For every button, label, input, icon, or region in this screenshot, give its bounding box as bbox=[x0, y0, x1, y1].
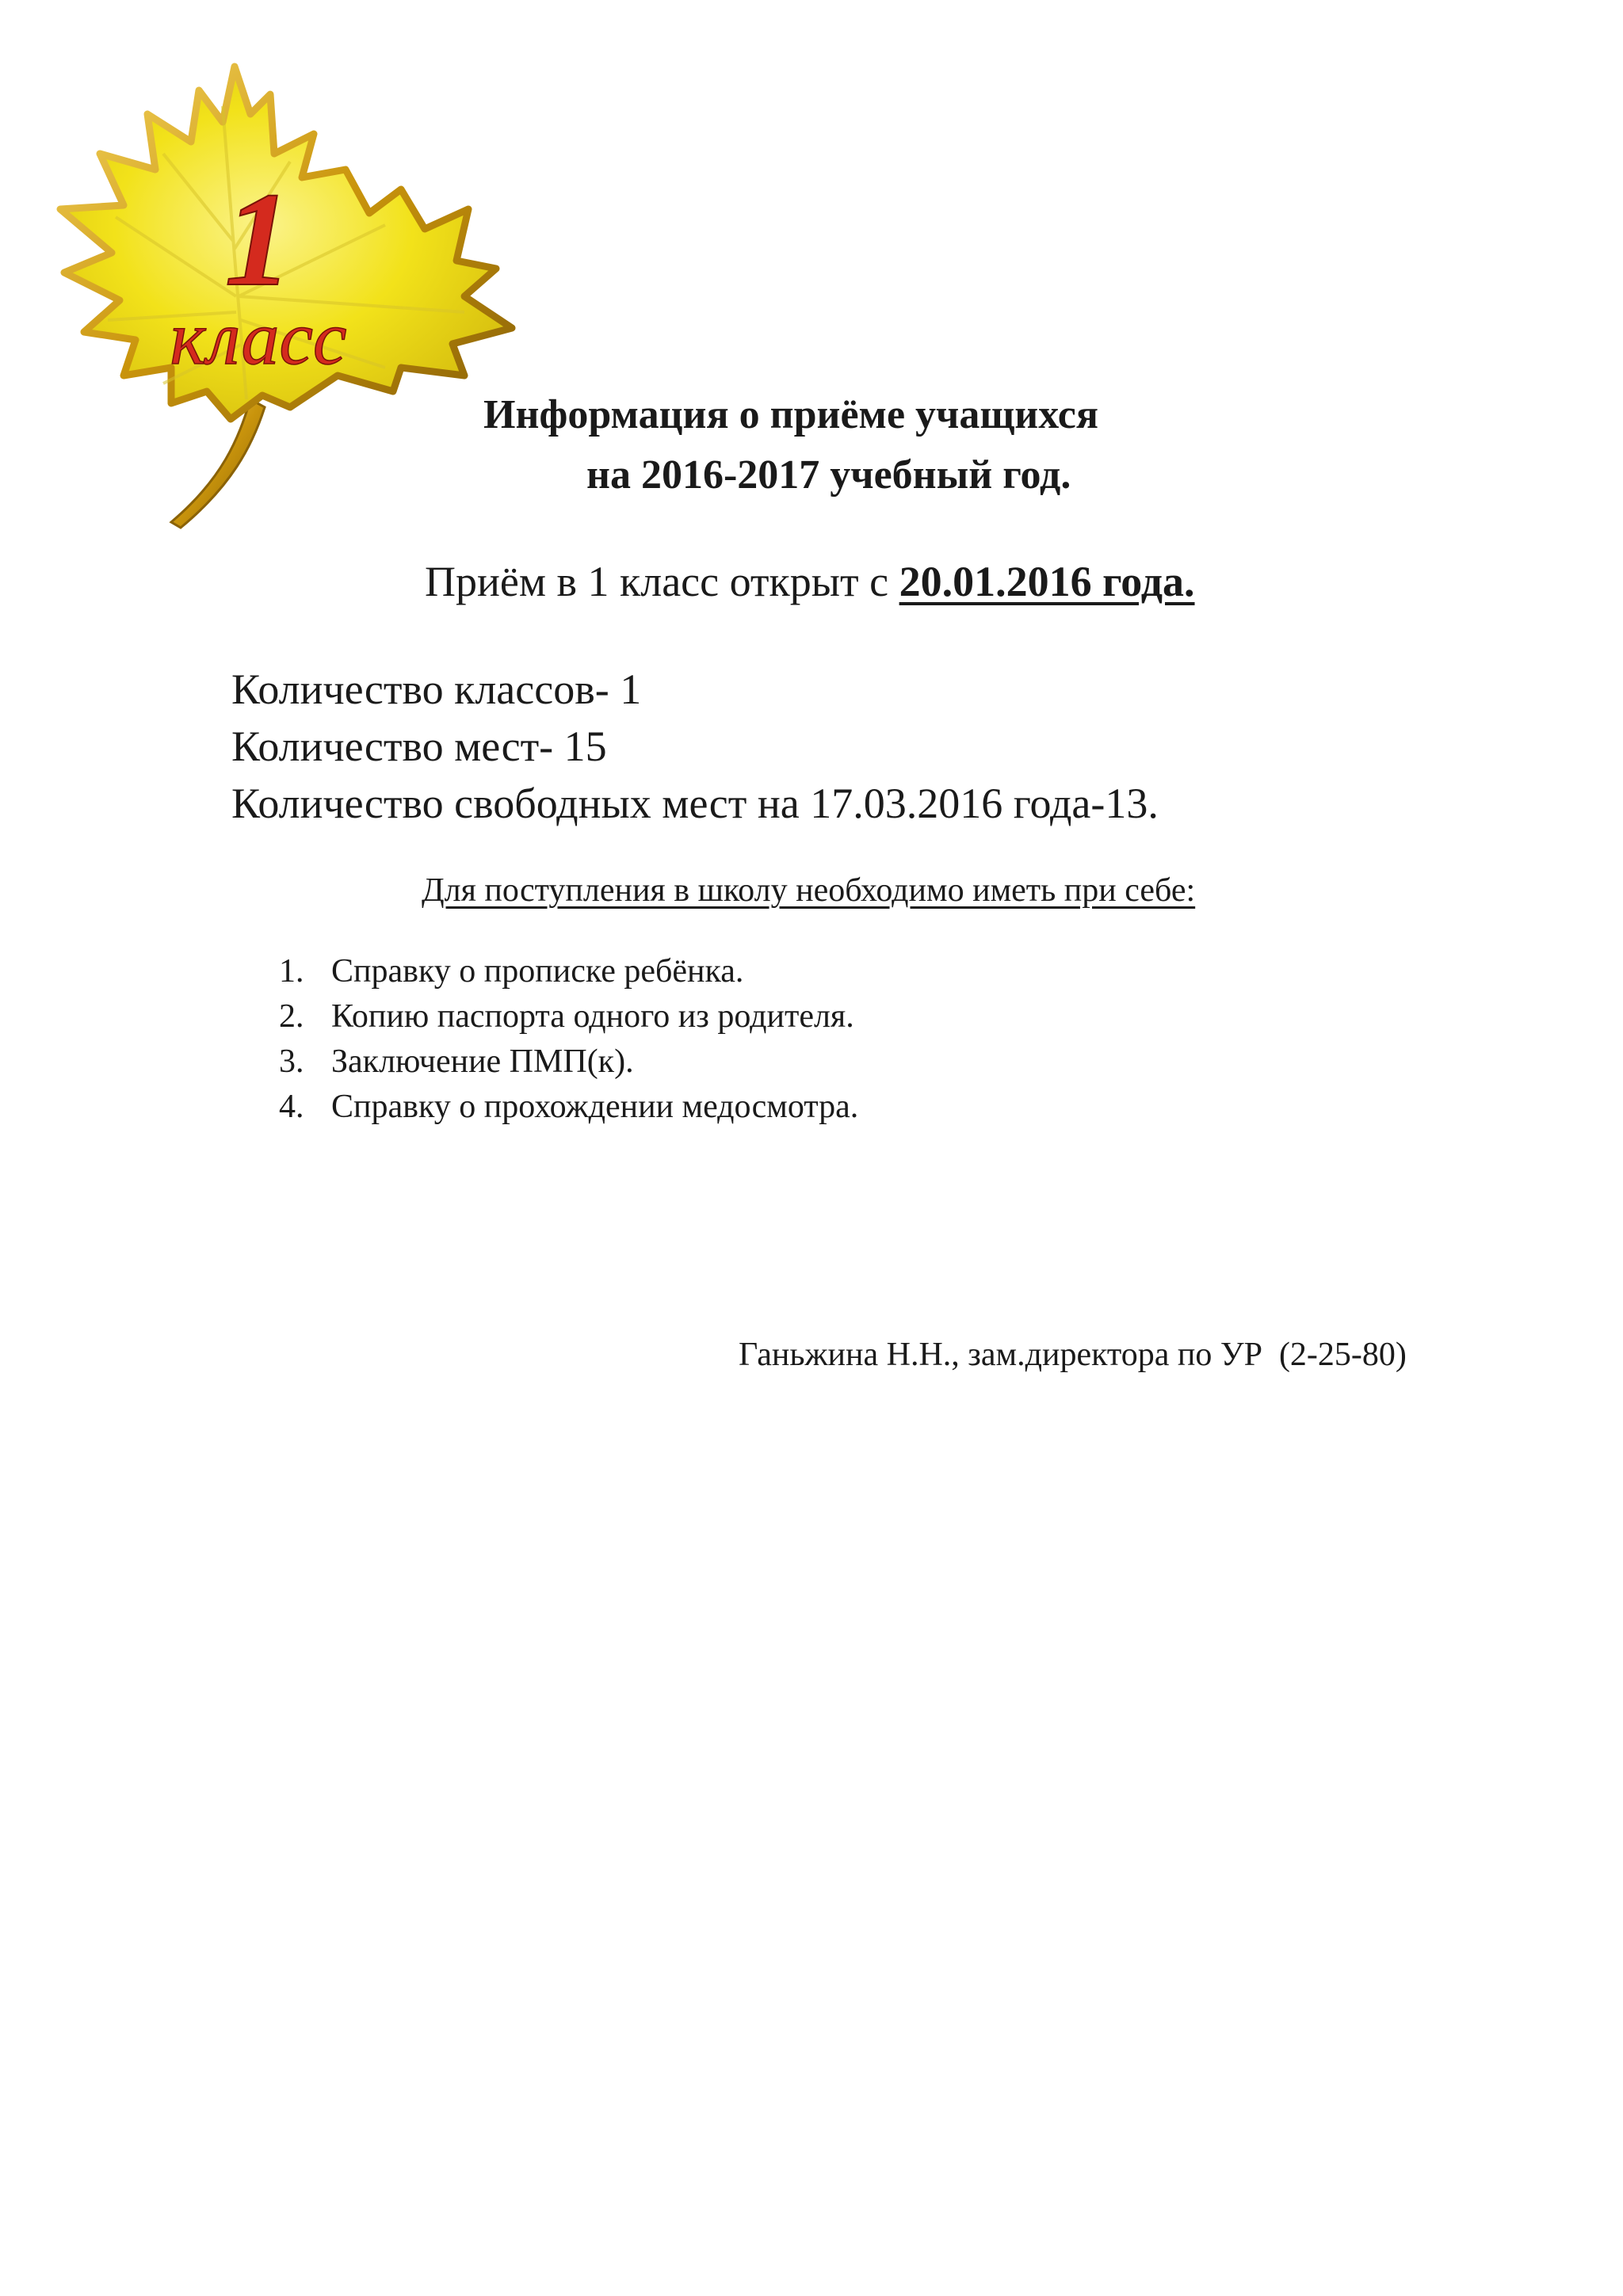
list-item bbox=[279, 994, 858, 1039]
admission-notice bbox=[425, 551, 1195, 612]
list-item-text: Заключение ПМП(к). bbox=[331, 1043, 634, 1080]
maple-leaf-icon bbox=[52, 59, 559, 534]
documents-list bbox=[279, 949, 858, 1130]
badge-word: класс bbox=[170, 296, 347, 380]
title-line-1: Информация о приёме учащихся bbox=[483, 392, 1098, 437]
documents-heading: Для поступления в школу необходимо иметь при себе: bbox=[422, 872, 1196, 909]
list-item-text: Копию паспорта одного из родителя. bbox=[331, 998, 854, 1035]
list-item-text: Справку о прохождении медосмотра. bbox=[331, 1089, 859, 1125]
class-stats bbox=[231, 661, 1159, 832]
badge-number: 1 bbox=[224, 165, 292, 314]
list-item bbox=[279, 1085, 858, 1130]
signature-line: Ганьжина Н.Н., зам.директора по УР (2-25-80) bbox=[739, 1337, 1407, 1373]
admission-date: 20.01.2016 года. bbox=[899, 558, 1195, 605]
list-item-number: 1. bbox=[279, 953, 304, 990]
list-item-number: 2. bbox=[279, 998, 304, 1035]
admission-text: Приём в 1 класс открыт с bbox=[425, 558, 899, 605]
list-item bbox=[279, 1039, 858, 1085]
title-line-2: на 2016-2017 учебный год. bbox=[586, 452, 1071, 498]
list-item bbox=[279, 949, 858, 994]
stat-places: Количество мест- 15 bbox=[231, 723, 607, 770]
stat-classes: Количество классов- 1 bbox=[231, 666, 642, 713]
stat-free-places: Количество свободных мест на 17.03.2016 года-13. bbox=[231, 780, 1159, 827]
list-item-number: 3. bbox=[279, 1043, 304, 1080]
list-item-text: Справку о прописке ребёнка. bbox=[331, 953, 744, 990]
maple-leaf-badge bbox=[52, 59, 559, 534]
list-item-number: 4. bbox=[279, 1089, 304, 1125]
